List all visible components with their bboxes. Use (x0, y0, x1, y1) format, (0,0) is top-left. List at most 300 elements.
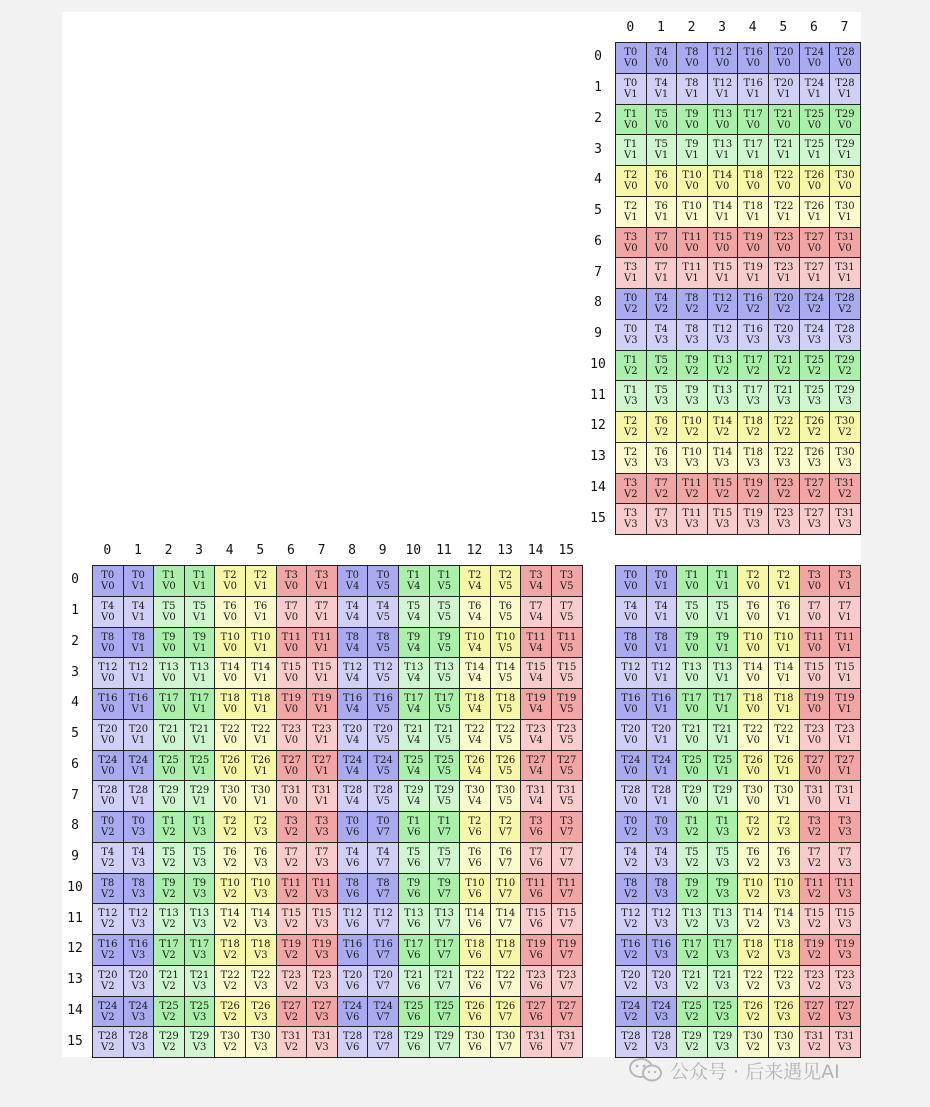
thread-id: T22 (220, 723, 240, 735)
value-id: V1 (654, 704, 669, 715)
value-id: V1 (715, 796, 730, 808)
thread-id: T17 (743, 385, 763, 397)
value-id: V1 (838, 611, 852, 623)
value-id: V1 (624, 273, 638, 285)
thread-id: T19 (804, 693, 825, 704)
thread-id: T27 (804, 508, 825, 520)
row-label: 9 (71, 849, 79, 865)
value-id: V4 (468, 734, 482, 746)
thread-id: T5 (407, 600, 421, 612)
value-id: V2 (162, 857, 176, 869)
thread-id: T14 (743, 908, 763, 920)
value-id: V7 (559, 950, 574, 961)
thread-cell (677, 874, 708, 905)
thread-cell (430, 904, 461, 935)
thread-cell (399, 689, 430, 720)
thread-cell (93, 904, 124, 935)
thread-cell (215, 874, 246, 905)
thread-cell (430, 597, 461, 628)
thread-id: T2 (624, 200, 638, 212)
value-id: V1 (654, 273, 669, 285)
thread-id: T4 (101, 846, 115, 858)
thread-id: T1 (685, 570, 699, 581)
value-id: V3 (654, 950, 669, 961)
thread-id: T0 (101, 816, 115, 827)
thread-id: T19 (804, 939, 825, 950)
thread-cell (277, 843, 308, 874)
thread-cell (399, 997, 430, 1028)
thread-id: T9 (193, 877, 207, 889)
thread-id: T6 (746, 846, 760, 858)
value-id: V0 (807, 704, 822, 715)
thread-cell (616, 1027, 647, 1058)
value-id: V7 (437, 980, 452, 992)
value-id: V2 (162, 827, 176, 838)
thread-id: T10 (682, 446, 702, 458)
thread-id: T20 (774, 293, 794, 304)
thread-cell (769, 258, 800, 289)
thread-cell (460, 781, 491, 812)
value-id: V6 (468, 1042, 482, 1054)
thread-id: T31 (312, 785, 332, 797)
value-id: V2 (162, 950, 176, 961)
thread-id: T4 (624, 846, 638, 858)
value-id: V6 (529, 950, 543, 961)
thread-cell (552, 597, 583, 628)
thread-id: T19 (281, 939, 302, 950)
thread-id: T14 (251, 662, 271, 674)
value-id: V5 (498, 765, 513, 777)
thread-cell (800, 566, 831, 597)
thread-id: T14 (712, 416, 733, 427)
value-id: V1 (192, 765, 207, 777)
value-id: V5 (559, 611, 574, 623)
value-id: V1 (624, 150, 638, 162)
value-id: V1 (192, 673, 207, 685)
thread-cell (93, 658, 124, 689)
value-id: V3 (192, 1011, 207, 1023)
value-id: V1 (776, 796, 791, 808)
col-label: 6 (809, 20, 818, 35)
thread-id: T6 (777, 600, 791, 612)
thread-cell (616, 228, 647, 259)
thread-id: T24 (621, 754, 641, 766)
thread-cell (769, 628, 800, 659)
value-id: V2 (685, 857, 699, 869)
thread-id: T15 (281, 908, 302, 920)
thread-cell (277, 812, 308, 843)
value-id: V2 (284, 827, 299, 838)
thread-id: T20 (98, 723, 118, 735)
value-id: V2 (685, 919, 699, 931)
thread-id: T15 (712, 508, 733, 520)
thread-id: T27 (557, 754, 577, 766)
thread-id: T25 (804, 385, 825, 397)
value-id: V1 (654, 765, 669, 777)
thread-id: T15 (835, 908, 855, 920)
value-id: V3 (253, 857, 268, 869)
value-id: V3 (685, 334, 699, 346)
thread-id: T24 (98, 1000, 118, 1012)
thread-cell (738, 381, 769, 412)
thread-id: T15 (312, 662, 332, 674)
value-id: V2 (776, 427, 791, 438)
value-id: V3 (131, 980, 146, 992)
thread-id: T1 (685, 816, 699, 827)
thread-cell (93, 874, 124, 905)
thread-id: T16 (342, 939, 363, 950)
value-id: V2 (807, 427, 822, 438)
value-id: V1 (253, 704, 268, 715)
value-id: V5 (437, 673, 452, 685)
thread-id: T23 (774, 231, 794, 243)
thread-cell (647, 874, 678, 905)
thread-cell (552, 935, 583, 966)
value-id: V7 (559, 888, 574, 900)
thread-id: T8 (101, 877, 115, 889)
value-id: V4 (345, 611, 360, 623)
value-id: V1 (715, 704, 730, 715)
thread-id: T10 (220, 877, 240, 889)
thread-id: T14 (495, 662, 516, 674)
thread-cell (460, 597, 491, 628)
thread-id: T23 (557, 969, 577, 981)
thread-cell (647, 689, 678, 720)
thread-id: T4 (376, 846, 390, 858)
value-id: V5 (559, 704, 574, 715)
thread-id: T12 (98, 908, 118, 920)
thread-id: T18 (220, 939, 240, 950)
thread-id: T26 (465, 1000, 485, 1012)
value-id: V1 (654, 611, 669, 623)
thread-id: T0 (101, 570, 115, 581)
thread-id: T28 (373, 785, 393, 797)
thread-cell (708, 812, 739, 843)
thread-id: T9 (162, 877, 176, 889)
thread-id: T26 (804, 446, 825, 458)
thread-cell (738, 720, 769, 751)
value-id: V2 (101, 857, 115, 869)
value-id: V0 (807, 242, 822, 254)
thread-cell (769, 966, 800, 997)
value-id: V0 (746, 704, 760, 715)
thread-cell (124, 658, 155, 689)
value-id: V0 (838, 58, 852, 69)
value-id: V3 (715, 519, 730, 531)
value-id: V3 (315, 1011, 329, 1023)
thread-cell (399, 966, 430, 997)
thread-id: T26 (804, 416, 825, 427)
thread-cell (616, 966, 647, 997)
thread-cell (738, 1027, 769, 1058)
thread-id: T19 (743, 231, 763, 243)
thread-id: T20 (774, 47, 794, 58)
thread-id: T12 (128, 662, 149, 674)
thread-cell (830, 135, 861, 166)
thread-cell (521, 628, 552, 659)
value-id: V0 (746, 242, 760, 254)
thread-cell (185, 597, 216, 628)
col-label: 4 (748, 20, 757, 35)
thread-cell (616, 320, 647, 351)
thread-cell (708, 935, 739, 966)
thread-id: T27 (804, 231, 825, 243)
value-id: V3 (715, 888, 730, 900)
col-label: 8 (348, 543, 356, 558)
value-id: V6 (468, 919, 482, 931)
thread-id: T9 (716, 877, 730, 889)
thread-cell (708, 720, 739, 751)
thread-cell (215, 751, 246, 782)
thread-id: T10 (495, 631, 516, 643)
thread-id: T9 (685, 385, 699, 397)
thread-cell (338, 812, 369, 843)
thread-cell (338, 904, 369, 935)
thread-cell (246, 997, 277, 1028)
value-id: V2 (746, 827, 760, 838)
value-id: V3 (624, 519, 638, 531)
thread-id: T8 (376, 631, 390, 643)
thread-id: T17 (189, 939, 210, 950)
value-id: V0 (685, 673, 699, 685)
thread-id: T13 (682, 908, 702, 920)
thread-id: T5 (193, 600, 207, 612)
thread-cell (647, 1027, 678, 1058)
thread-id: T22 (743, 723, 763, 735)
thread-cell (399, 628, 430, 659)
thread-cell (521, 689, 552, 720)
value-id: V0 (746, 734, 760, 746)
thread-id: T24 (342, 1000, 363, 1012)
value-id: V3 (192, 827, 207, 838)
value-id: V4 (468, 673, 482, 685)
thread-id: T8 (624, 877, 638, 889)
thread-cell (738, 443, 769, 474)
value-id: V2 (624, 950, 638, 961)
thread-id: T8 (624, 631, 638, 643)
thread-cell (647, 997, 678, 1028)
thread-cell (708, 289, 739, 320)
thread-cell (769, 135, 800, 166)
value-id: V0 (624, 734, 638, 746)
thread-id: T18 (251, 939, 271, 950)
row-label: 3 (594, 141, 602, 157)
thread-cell (215, 1027, 246, 1058)
figure (62, 12, 861, 1057)
thread-cell (708, 689, 739, 720)
thread-id: T31 (281, 1031, 302, 1043)
value-id: V0 (746, 642, 760, 654)
value-id: V6 (345, 950, 360, 961)
thread-id: T28 (342, 785, 363, 797)
value-id: V3 (315, 827, 329, 838)
row-label: 4 (71, 695, 79, 711)
thread-id: T3 (624, 477, 638, 489)
row-label: 2 (71, 633, 79, 649)
value-id: V6 (406, 1042, 421, 1054)
value-id: V3 (192, 919, 207, 931)
value-id: V2 (746, 950, 760, 961)
thread-cell (399, 751, 430, 782)
value-id: V3 (192, 980, 207, 992)
thread-cell (647, 43, 678, 74)
thread-id: T29 (682, 785, 702, 797)
value-id: V0 (101, 642, 115, 654)
thread-cell (677, 628, 708, 659)
thread-cell (708, 43, 739, 74)
thread-cell (616, 105, 647, 136)
value-id: V0 (746, 796, 760, 808)
value-id: V3 (746, 334, 760, 346)
col-label: 9 (378, 543, 387, 558)
thread-id: T11 (804, 877, 825, 889)
value-id: V0 (746, 673, 760, 685)
value-id: V5 (437, 796, 452, 808)
thread-id: T20 (342, 723, 363, 735)
thread-id: T31 (526, 785, 546, 797)
thread-cell (800, 320, 831, 351)
thread-id: T19 (743, 477, 763, 489)
col-label: 6 (286, 543, 295, 558)
value-id: V1 (685, 88, 699, 100)
thread-cell (800, 443, 831, 474)
value-id: V2 (746, 304, 760, 315)
thread-id: T18 (743, 693, 763, 704)
row-label: 15 (67, 1033, 83, 1049)
value-id: V3 (807, 519, 822, 531)
value-id: V2 (685, 980, 699, 992)
value-id: V1 (715, 150, 730, 162)
value-id: V1 (715, 581, 730, 592)
thread-cell (277, 720, 308, 751)
thread-id: T0 (624, 77, 638, 89)
thread-cell (521, 566, 552, 597)
value-id: V3 (654, 857, 669, 869)
thread-cell (460, 658, 491, 689)
thread-cell (708, 443, 739, 474)
thread-cell (647, 289, 678, 320)
value-id: V1 (685, 273, 699, 285)
thread-cell (708, 658, 739, 689)
value-id: V7 (498, 857, 513, 869)
thread-id: T8 (346, 631, 360, 643)
thread-id: T31 (312, 1031, 332, 1043)
thread-cell (93, 966, 124, 997)
thread-cell (616, 443, 647, 474)
thread-id: T11 (281, 631, 302, 643)
thread-id: T27 (804, 262, 825, 274)
thread-cell (430, 689, 461, 720)
thread-id: T2 (746, 816, 760, 827)
value-id: V3 (715, 457, 730, 469)
value-id: V3 (624, 457, 638, 469)
thread-cell (215, 689, 246, 720)
value-id: V3 (838, 457, 852, 469)
value-id: V4 (468, 796, 482, 808)
value-id: V1 (253, 611, 268, 623)
thread-cell (185, 781, 216, 812)
thread-id: T14 (712, 200, 733, 212)
thread-cell (647, 443, 678, 474)
thread-cell (616, 197, 647, 228)
thread-cell (616, 43, 647, 74)
value-id: V0 (284, 611, 299, 623)
panel-B-16x16-row-major (92, 565, 583, 1058)
value-id: V1 (315, 704, 329, 715)
thread-id: T4 (101, 600, 115, 612)
thread-id: T11 (682, 508, 702, 520)
value-id: V2 (624, 857, 638, 869)
value-id: V5 (559, 673, 574, 685)
thread-id: T29 (189, 1031, 210, 1043)
thread-cell (830, 904, 861, 935)
thread-id: T18 (743, 939, 763, 950)
thread-cell (677, 843, 708, 874)
value-id: V1 (253, 734, 268, 746)
thread-cell (830, 597, 861, 628)
thread-id: T23 (835, 723, 855, 735)
col-label: 7 (317, 543, 326, 558)
thread-id: T24 (373, 754, 393, 766)
thread-cell (185, 628, 216, 659)
thread-cell (830, 351, 861, 382)
thread-cell (430, 997, 461, 1028)
row-label: 7 (594, 264, 602, 280)
thread-cell (830, 1027, 861, 1058)
thread-cell (185, 966, 216, 997)
thread-cell (521, 658, 552, 689)
value-id: V1 (838, 642, 852, 654)
thread-cell (368, 874, 399, 905)
value-id: V2 (624, 827, 638, 838)
thread-id: T13 (712, 354, 733, 366)
thread-cell (708, 874, 739, 905)
thread-cell (246, 689, 277, 720)
value-id: V5 (498, 673, 513, 685)
thread-cell (430, 751, 461, 782)
thread-cell (430, 874, 461, 905)
thread-cell (738, 874, 769, 905)
thread-id: T9 (685, 139, 699, 151)
value-id: V3 (838, 396, 852, 408)
value-id: V3 (131, 888, 146, 900)
value-id: V3 (776, 457, 791, 469)
thread-cell (647, 904, 678, 935)
thread-id: T22 (251, 723, 271, 735)
thread-id: T18 (251, 693, 271, 704)
thread-id: T25 (189, 754, 210, 766)
thread-cell (521, 966, 552, 997)
thread-id: T2 (624, 446, 638, 458)
thread-cell (738, 658, 769, 689)
thread-cell (830, 781, 861, 812)
thread-cell (769, 474, 800, 505)
thread-cell (491, 751, 522, 782)
value-id: V6 (406, 1011, 421, 1023)
value-id: V4 (468, 704, 482, 715)
thread-id: T5 (654, 108, 668, 120)
value-id: V2 (624, 365, 638, 377)
thread-id: T19 (526, 693, 546, 704)
thread-id: T21 (774, 139, 794, 151)
value-id: V3 (131, 1042, 146, 1054)
thread-cell (647, 843, 678, 874)
thread-id: T16 (128, 939, 149, 950)
thread-cell (647, 566, 678, 597)
thread-id: T25 (804, 354, 825, 366)
col-label: 10 (405, 543, 422, 558)
thread-cell (800, 197, 831, 228)
